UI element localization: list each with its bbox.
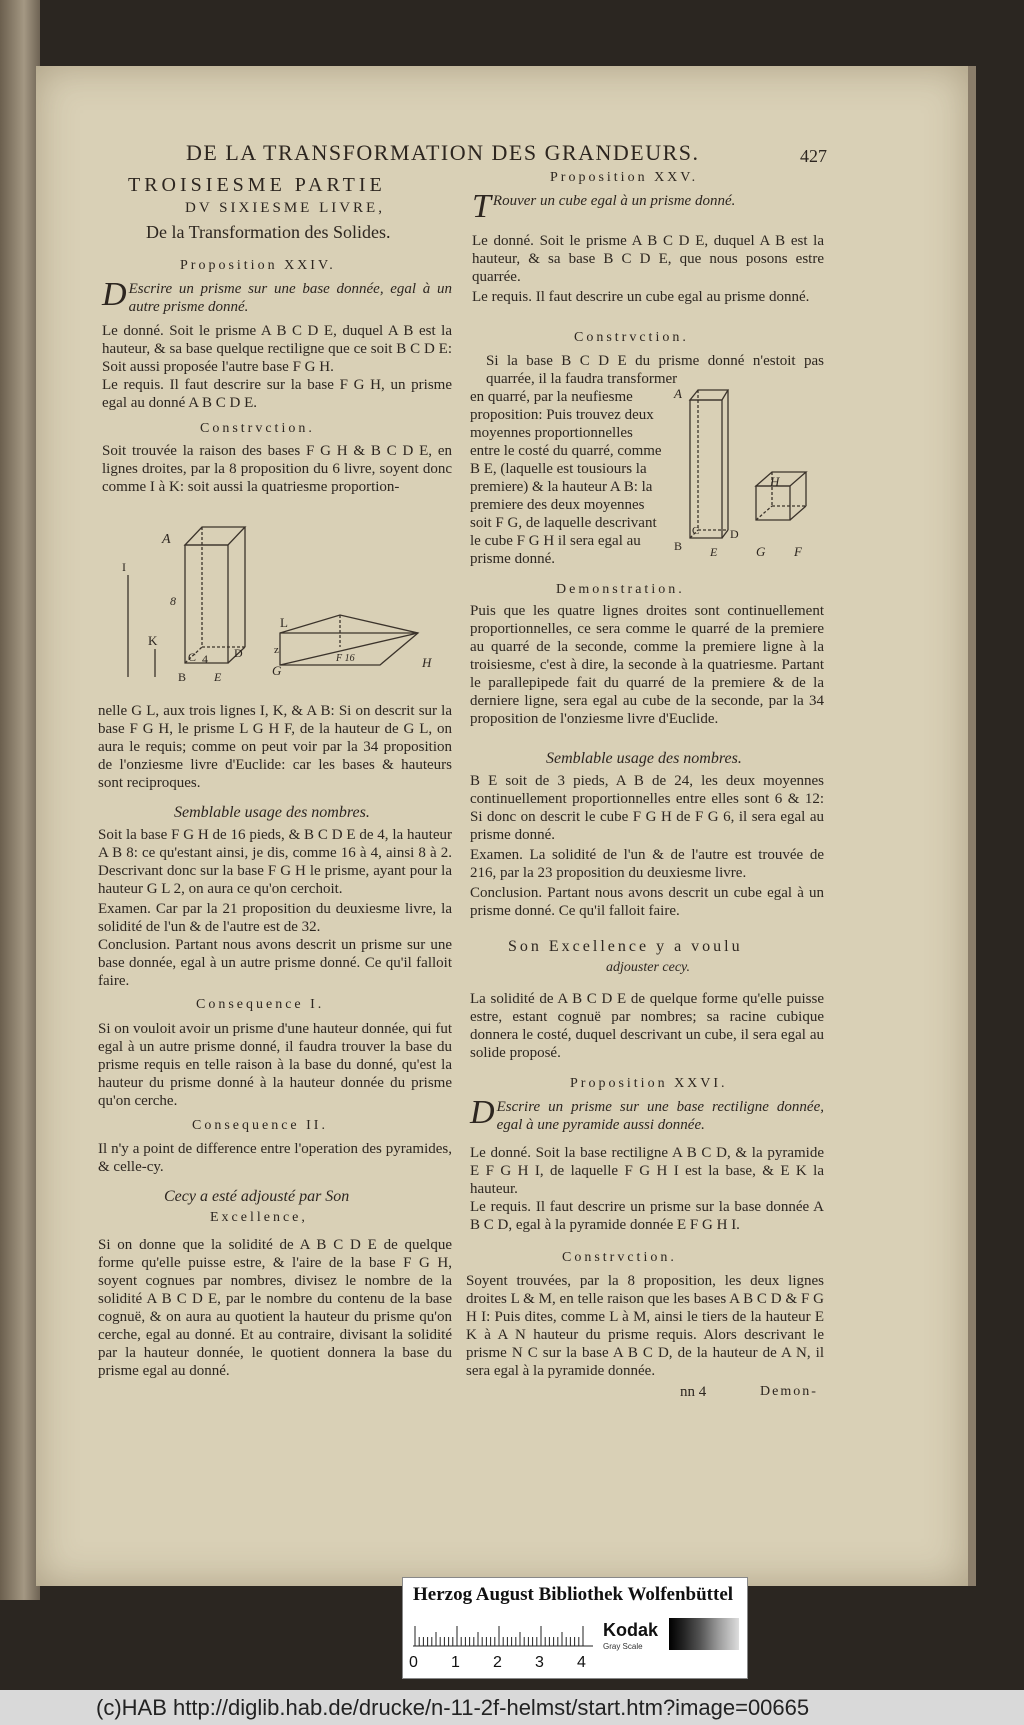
fig1-label-4: 4 [202, 652, 208, 666]
given-paragraph-26: Le donné. Soit la base rectiligne A B C D, & la pyramide E F G H I, de laquelle F G H I est la base, & E K la hauteur. [470, 1145, 824, 1197]
proposition-26-title: Proposition XXVI. [570, 1076, 728, 1091]
figure-prism-cube [670, 380, 830, 560]
given-paragraph: Le donné. Soit le prisme A B C D E, duquel A B est la hauteur, & sa base quelque rectiligne que ce soit B C D E: Soit aussi proposée l'autre base F G H. [102, 323, 452, 375]
ruler [413, 1618, 593, 1648]
fig1-label-i: I [122, 560, 126, 574]
consequence-2-title: Consequence II. [192, 1118, 328, 1133]
required-paragraph-25: Le requis. Il faut descrire un cube egal au prisme donné. [472, 289, 810, 305]
copyright-footer: (c)HAB http://diglib.hab.de/drucke/n-11-2f-helmst/start.htm?image=00665 [0, 1690, 1024, 1725]
usage-paragraph-25: B E soit de 3 pieds, A B de 24, les deux moyennes continuellement proportionnelles entre elles sont 6 & 12: Si donc on descrit le cube F G H de F G 6, il sera egal au prisme donné. [470, 773, 824, 843]
after-figure-paragraph: nelle G L, aux trois lignes I, K, & A B: Si on descrit sur la base F G H, le prisme L G H F, de la hauteur de G L, on aura le requis; comme on peut voir par la 34 proposition de l'onziesme livre d'Euclide: car les bases & hauteurs sont reciproques. [98, 703, 452, 791]
drop-cap: D [470, 1094, 495, 1131]
fig1-label-f16: F 16 [336, 653, 355, 664]
construction-paragraph-26: Soyent trouvées, par la 8 proposition, les deux lignes droites L & M, en telle raison que les bases A B C D & F G H I: Puis dites, comme L à M, ainsi le tiers de la hauteur E K à A N hauteur du prisme requis. Alors descrivant le prisme N C sur la base A B C D, de la hauteur de A N, il sera egal à la pyramide donnée. [466, 1273, 824, 1379]
ruler-numbers [409, 1654, 619, 1672]
proposition-25-title: Proposition XXV. [550, 170, 699, 185]
proposition-25-enunciation [472, 188, 824, 225]
folio-number: 427 [800, 146, 827, 166]
usage-title: Semblable usage des nombres. [174, 804, 370, 821]
consequence-1-title: Consequence I. [196, 997, 325, 1012]
fig1-label-h: H [422, 655, 432, 670]
fig1-label-8: 8 [170, 594, 176, 608]
drop-cap: T [472, 188, 491, 225]
construction-paragraph-25b: en quarré, par la neufiesme proposition: Puis trouvez deux moyennes proportionnelles entre le costé du quarré, comme B E, (laquelle est tousiours la premiere) & la hauteur A B: la premiere des deux moyennes soit F G, de laquelle descrivant le cube F G H il sera egal au prisme donné. [470, 389, 662, 567]
proposition-26-enunciation [470, 1094, 824, 1134]
construction-title: Constrvction. [200, 421, 315, 436]
fig2-label-b: B [674, 539, 683, 553]
fig1-label-a: A [162, 532, 171, 547]
library-name: Herzog August Bibliothek Wolfenbüttel [413, 1584, 734, 1605]
construction-title-25: Constrvction. [574, 330, 689, 345]
signature-mark: nn 4 [680, 1384, 707, 1400]
gray-scale-label: Gray Scale [603, 1642, 643, 1651]
required-paragraph: Le requis. Il faut descrire sur la base F G H, un prisme egal au donné A B C D E. [102, 377, 452, 411]
ruler-number: 4 [577, 1654, 586, 1671]
demonstration-paragraph: Puis que les quatre lignes droites sont continuellement proportionnelles, ce sera comme le quarré de la premiere au quarré de la seconde, comme la premiere ligne à la troisiesme, c'est à dire, la seconde à la quatriesme. Partant le parallepipede fait du quarré de la premiere & de la derniere ligne, sera egal au cube de la seconde, par la 34 proposition de l'onziesme livre d'Euclide. [470, 603, 824, 727]
catchword: Demon- [760, 1384, 818, 1399]
examen-paragraph: Examen. Car par la 21 proposition du deuxiesme livre, la solidité de l'un & de l'autre est de 32. [98, 901, 452, 935]
enunciation-text: Escrire un prisme sur une base rectiligne donnée, egal à une pyramide aussi donnée. [496, 1099, 824, 1133]
excellence-title-2: adjouster cecy. [606, 960, 690, 975]
figure-prism-base [110, 515, 440, 690]
fig1-label-g: G [272, 663, 282, 678]
enunciation-text: Rouver un cube egal à un prisme donné. [492, 193, 736, 209]
consequence-2-paragraph: Il n'y a point de difference entre l'operation des pyramides, & celle-cy. [98, 1141, 452, 1175]
fig2-label-a: A [674, 386, 682, 401]
addition-paragraph: Si on donne que la solidité de A B C D E de quelque forme qu'elle puisse estre, & l'aire de la base F G H, soyent cognues par nombres, divisez le nombre de la solidité A B C D E, par le nombre du contenu de la base cognuë, & on aura au quotient la hauteur du prisme qu'on cerche, egal au donné. Et au contraire, divisant la solidité par la hauteur donnée, le quotient donnera la base du prisme egal au donné. [98, 1237, 452, 1379]
ruler-number: 2 [493, 1654, 502, 1671]
fig1-label-d: D [234, 646, 243, 660]
fig1-label-z: z [274, 644, 279, 656]
examen-paragraph-25: Examen. La solidité de l'un & de l'autre est trouvée de 216, par la 23 proposition du deuxiesme livre. [470, 847, 824, 881]
fig2-label-f: F [794, 544, 802, 559]
part-title: TROISIESME PARTIE [128, 174, 386, 196]
ruler-number: 0 [409, 1654, 418, 1671]
fig2-label-d: D [730, 527, 739, 541]
fig2-label-h: H [770, 474, 780, 489]
enunciation-text: Escrire un prisme sur une base donnée, egal à un autre prisme donné. [128, 281, 452, 315]
fig1-label-b: B [178, 670, 187, 684]
construction-title-26: Constrvction. [562, 1250, 677, 1265]
fig1-label-c: C [188, 650, 197, 664]
proposition-24-title: Proposition XXIV. [180, 258, 336, 273]
ruler-number: 1 [451, 1654, 460, 1671]
demonstration-title: Demonstration. [556, 582, 685, 597]
fig1-label-l: L [280, 615, 288, 630]
addition-title-2: Excellence, [210, 1210, 308, 1225]
conclusion-paragraph: Conclusion. Partant nous avons descrit un prisme sur une base donnée, egal à un autre prisme donné. Ce qu'il falloit faire. [98, 937, 452, 989]
fig2-label-e: E [710, 545, 718, 559]
consequence-1-paragraph: Si on vouloit avoir un prisme d'une hauteur donnée, qui fut egal à un autre prisme donné, il faudra trouver la base du prisme requis en telle raison à la base du donné, qu'est la hauteur du prisme donné à la hauteur donnée du prisme qu'on cerche. [98, 1021, 452, 1109]
ruler-number: 3 [535, 1654, 544, 1671]
usage-title-25: Semblable usage des nombres. [546, 750, 742, 767]
library-label [402, 1577, 748, 1679]
conclusion-paragraph-25: Conclusion. Partant nous avons descrit un cube egal à un prisme donné. Ce qu'il falloit faire. [470, 885, 824, 919]
fig2-label-g: G [756, 544, 766, 559]
drop-cap: D [102, 276, 127, 313]
excellence-paragraph: La solidité de A B C D E de quelque forme qu'elle puisse estre, estant cognuë par nombres; sa racine cubique donnera le costé, duquel descrivant un cube, il sera egal au solide proposé. [470, 991, 824, 1061]
given-paragraph-25: Le donné. Soit le prisme A B C D E, duquel A B est la hauteur, & sa base B C D E, que nous posons estre quarrée. [472, 233, 824, 285]
proposition-24-enunciation [102, 276, 452, 316]
running-head: DE LA TRANSFORMATION DES GRANDEURS. [186, 140, 700, 165]
fig1-label-e: E [214, 670, 222, 684]
gray-scale-bar [669, 1618, 739, 1650]
fig2-label-c: C [692, 525, 700, 537]
required-paragraph-26: Le requis. Il faut descrire un prisme sur la base donnée A B C D, egal à la pyramide donnée E F G H I. [470, 1199, 824, 1233]
addition-title: Cecy a esté adjousté par Son [164, 1188, 350, 1205]
kodak-logo: Kodak [603, 1620, 659, 1640]
construction-paragraph: Soit trouvée la raison des bases F G H & B C D E, en lignes droites, par la 8 proposition du 6 livre, soyent donc comme I à K: soit aussi la quatriesme proportion- [102, 443, 452, 495]
fig1-label-k: K [148, 633, 158, 648]
adjacent-page-strip [0, 0, 40, 1600]
book-title: DV SIXIESME LIVRE, [185, 200, 385, 216]
excellence-title: Son Excellence y a voulu [508, 938, 743, 955]
section-subtitle: De la Transformation des Solides. [146, 222, 391, 242]
construction-paragraph-25a: Si la base B C D E du prisme donné n'estoit pas quarrée, il la faudra transformer [486, 353, 824, 387]
usage-paragraph: Soit la base F G H de 16 pieds, & B C D E de 4, la hauteur A B 8: ce qu'estant ainsi, je dis, comme 16 à 4, ainsi 8 à 2. Descrivant donc sur la base F G H le prisme, ayant pour la hauteur G L 2, on aura ce qu'on cerchoit. [98, 827, 452, 897]
